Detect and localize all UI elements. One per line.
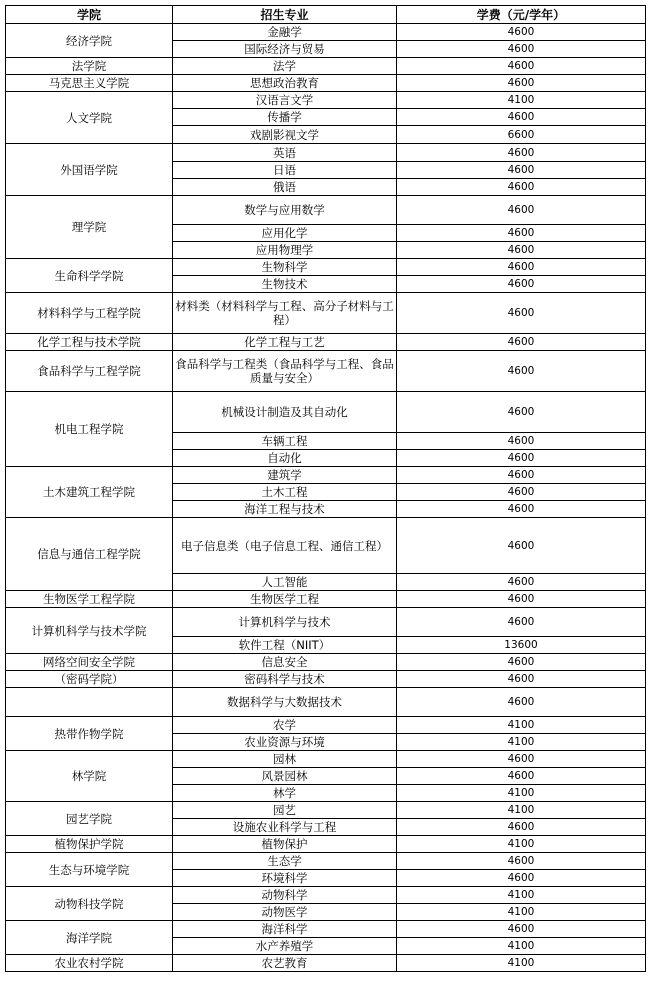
- college-cell: 计算机科学与技术学院: [6, 608, 173, 654]
- fee-cell: 4600: [397, 433, 646, 450]
- header-row: [6, 6, 646, 24]
- fee-cell: 4100: [397, 938, 646, 955]
- college-cell: 材料科学与工程学院: [6, 293, 173, 334]
- table-row: [6, 259, 646, 276]
- fee-cell: 4600: [397, 75, 646, 92]
- college-cell: 土木建筑工程学院: [6, 467, 173, 518]
- table-body: [6, 24, 646, 972]
- table-row: [6, 591, 646, 608]
- college-cell: （密码学院）: [6, 671, 173, 688]
- fee-cell: 4100: [397, 802, 646, 819]
- major-cell: 土木工程: [173, 484, 397, 501]
- college-cell: 园艺学院: [6, 802, 173, 836]
- college-cell: [6, 688, 173, 717]
- major-cell: 化学工程与工艺: [173, 334, 397, 351]
- major-cell: 水产养殖学: [173, 938, 397, 955]
- table-row: [6, 654, 646, 671]
- fee-cell: 4600: [397, 870, 646, 887]
- major-cell: 风景园林: [173, 768, 397, 785]
- fee-cell: 4100: [397, 887, 646, 904]
- fee-cell: 4100: [397, 717, 646, 734]
- table-row: [6, 351, 646, 392]
- major-cell: 设施农业科学与工程: [173, 819, 397, 836]
- fee-cell: 4600: [397, 225, 646, 242]
- major-cell: 软件工程（NIIT）: [173, 637, 397, 654]
- college-cell: 动物科技学院: [6, 887, 173, 921]
- table-row: [6, 392, 646, 433]
- fee-cell: 4100: [397, 836, 646, 853]
- major-cell: 食品科学与工程类（食品科学与工程、食品质量与安全）: [173, 351, 397, 392]
- fee-cell: 4600: [397, 450, 646, 467]
- fee-cell: 4600: [397, 392, 646, 433]
- major-cell: 机械设计制造及其自动化: [173, 392, 397, 433]
- fee-cell: 4600: [397, 501, 646, 518]
- major-cell: 建筑学: [173, 467, 397, 484]
- fee-cell: 4100: [397, 785, 646, 802]
- major-cell: 农业资源与环境: [173, 734, 397, 751]
- table-row: [6, 717, 646, 734]
- college-cell: 马克思主义学院: [6, 75, 173, 92]
- major-cell: 园林: [173, 751, 397, 768]
- major-cell: 车辆工程: [173, 433, 397, 450]
- fee-cell: 4600: [397, 276, 646, 293]
- major-cell: 信息安全: [173, 654, 397, 671]
- major-cell: 生物科学: [173, 259, 397, 276]
- fee-cell: 4600: [397, 518, 646, 574]
- header-fee: 学费（元/学年）: [397, 6, 646, 24]
- major-cell: 材料类（材料科学与工程、高分子材料与工程）: [173, 293, 397, 334]
- major-cell: 林学: [173, 785, 397, 802]
- major-cell: 应用化学: [173, 225, 397, 242]
- table-row: [6, 955, 646, 972]
- college-cell: 经济学院: [6, 24, 173, 58]
- fee-cell: 4100: [397, 92, 646, 109]
- fee-cell: 4600: [397, 608, 646, 637]
- college-cell: 农业农村学院: [6, 955, 173, 972]
- fee-cell: 4600: [397, 467, 646, 484]
- fee-cell: 4600: [397, 819, 646, 836]
- college-cell: 生物医学工程学院: [6, 591, 173, 608]
- college-cell: 食品科学与工程学院: [6, 351, 173, 392]
- major-cell: 人工智能: [173, 574, 397, 591]
- fee-cell: 4600: [397, 751, 646, 768]
- major-cell: 海洋工程与技术: [173, 501, 397, 518]
- table-row: [6, 802, 646, 819]
- college-cell: 热带作物学院: [6, 717, 173, 751]
- fee-cell: 4600: [397, 484, 646, 501]
- major-cell: 日语: [173, 162, 397, 179]
- fee-cell: 4600: [397, 921, 646, 938]
- college-cell: 法学院: [6, 58, 173, 75]
- major-cell: 农学: [173, 717, 397, 734]
- fee-cell: 4100: [397, 955, 646, 972]
- major-cell: 农艺教育: [173, 955, 397, 972]
- table-row: [6, 58, 646, 75]
- fee-cell: 13600: [397, 637, 646, 654]
- college-cell: 生态与环境学院: [6, 853, 173, 887]
- fee-cell: 4600: [397, 24, 646, 41]
- table-row: [6, 334, 646, 351]
- fee-cell: 4600: [397, 671, 646, 688]
- table-row: [6, 853, 646, 870]
- major-cell: 应用物理学: [173, 242, 397, 259]
- fee-cell: 4600: [397, 259, 646, 276]
- table-row: [6, 887, 646, 904]
- college-cell: 植物保护学院: [6, 836, 173, 853]
- fee-cell: 4600: [397, 179, 646, 196]
- header-major: 招生专业: [173, 6, 397, 24]
- college-cell: 理学院: [6, 196, 173, 259]
- table-row: [6, 75, 646, 92]
- table-row: [6, 24, 646, 41]
- table-row: [6, 293, 646, 334]
- major-cell: 园艺: [173, 802, 397, 819]
- major-cell: 电子信息类（电子信息工程、通信工程）: [173, 518, 397, 574]
- fee-cell: 4600: [397, 58, 646, 75]
- college-cell: 信息与通信工程学院: [6, 518, 173, 591]
- fee-cell: 4600: [397, 688, 646, 717]
- major-cell: 英语: [173, 144, 397, 162]
- fee-cell: 4600: [397, 242, 646, 259]
- fee-cell: 4100: [397, 904, 646, 921]
- major-cell: 海洋科学: [173, 921, 397, 938]
- fee-cell: 4600: [397, 196, 646, 225]
- major-cell: 国际经济与贸易: [173, 41, 397, 58]
- major-cell: 汉语言文学: [173, 92, 397, 109]
- fee-cell: 4600: [397, 109, 646, 126]
- table-row: [6, 751, 646, 768]
- fee-cell: 4600: [397, 162, 646, 179]
- fee-cell: 4600: [397, 574, 646, 591]
- major-cell: 金融学: [173, 24, 397, 41]
- table-row: [6, 92, 646, 109]
- college-cell: 林学院: [6, 751, 173, 802]
- fee-cell: 4600: [397, 591, 646, 608]
- table-row: [6, 196, 646, 225]
- fee-cell: 4600: [397, 654, 646, 671]
- table-row: [6, 518, 646, 574]
- major-cell: 生态学: [173, 853, 397, 870]
- major-cell: 动物医学: [173, 904, 397, 921]
- college-cell: 海洋学院: [6, 921, 173, 955]
- major-cell: 戏剧影视文学: [173, 126, 397, 144]
- fee-cell: 4600: [397, 768, 646, 785]
- table-row: [6, 608, 646, 637]
- tuition-table: [5, 5, 646, 972]
- header-college: 学院: [6, 6, 173, 24]
- fee-cell: 4600: [397, 351, 646, 392]
- major-cell: 动物科学: [173, 887, 397, 904]
- major-cell: 生物医学工程: [173, 591, 397, 608]
- fee-cell: 6600: [397, 126, 646, 144]
- college-cell: 人文学院: [6, 92, 173, 144]
- college-cell: 化学工程与技术学院: [6, 334, 173, 351]
- major-cell: 法学: [173, 58, 397, 75]
- college-cell: 机电工程学院: [6, 392, 173, 467]
- fee-cell: 4600: [397, 293, 646, 334]
- major-cell: 生物技术: [173, 276, 397, 293]
- fee-cell: 4600: [397, 334, 646, 351]
- major-cell: 数学与应用数学: [173, 196, 397, 225]
- college-cell: 生命科学学院: [6, 259, 173, 293]
- table-row: [6, 836, 646, 853]
- table-row: [6, 688, 646, 717]
- major-cell: 思想政治教育: [173, 75, 397, 92]
- major-cell: 计算机科学与技术: [173, 608, 397, 637]
- table-row: [6, 921, 646, 938]
- table-row: [6, 467, 646, 484]
- fee-cell: 4100: [397, 734, 646, 751]
- major-cell: 密码科学与技术: [173, 671, 397, 688]
- college-cell: 网络空间安全学院: [6, 654, 173, 671]
- table-row: [6, 144, 646, 162]
- major-cell: 植物保护: [173, 836, 397, 853]
- table-row: [6, 671, 646, 688]
- major-cell: 传播学: [173, 109, 397, 126]
- college-cell: 外国语学院: [6, 144, 173, 196]
- major-cell: 环境科学: [173, 870, 397, 887]
- major-cell: 自动化: [173, 450, 397, 467]
- fee-cell: 4600: [397, 41, 646, 58]
- major-cell: 俄语: [173, 179, 397, 196]
- major-cell: 数据科学与大数据技术: [173, 688, 397, 717]
- fee-cell: 4600: [397, 144, 646, 162]
- fee-cell: 4600: [397, 853, 646, 870]
